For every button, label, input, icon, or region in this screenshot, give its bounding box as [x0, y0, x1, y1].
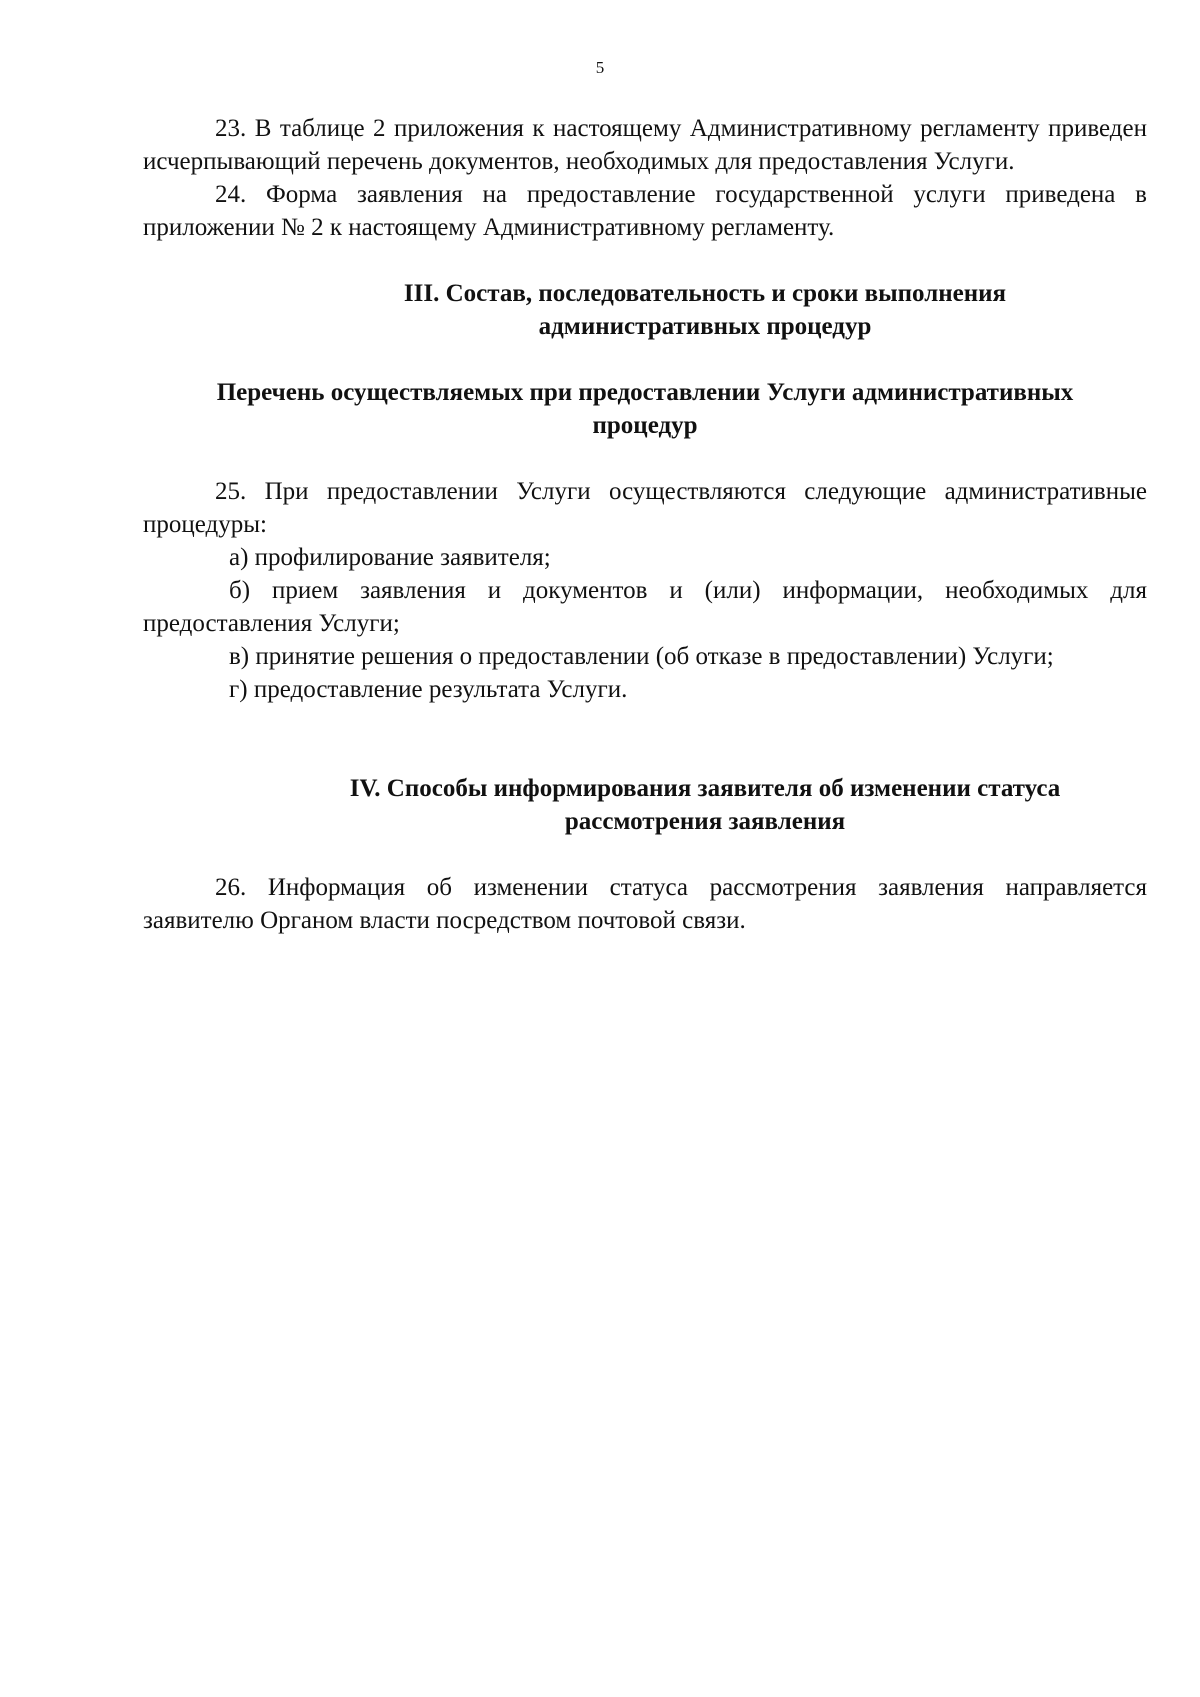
section-3-heading	[143, 277, 1147, 343]
paragraph-23: 23. В таблице 2 приложения к настоящему Административному регламенту приведен исчерпывающий перечень документов, необходимых для предоставления Услуги.	[143, 115, 1147, 175]
section-3-heading-line-1: III. Состав, последовательность и сроки выполнения	[403, 280, 1007, 307]
page-number: 5	[595, 58, 605, 77]
procedure-item-a: а) профилирование заявителя;	[229, 544, 551, 571]
procedure-item-v: в) принятие решения о предоставлении (об отказе в предоставлении) Услуги;	[229, 643, 1054, 670]
procedures-subheading-line-1: Перечень осуществляемых при предоставлении Услуги административных	[216, 379, 1074, 406]
section-4-heading	[143, 772, 1147, 838]
section-3-heading-line-2: административных процедур	[538, 313, 872, 340]
paragraph-24: 24. Форма заявления на предоставление государственной услуги приведена в приложении № 2 к настоящему Административному регламенту.	[143, 181, 1147, 241]
procedures-subheading-line-2: процедур	[592, 412, 698, 439]
section-4-heading-line-2: рассмотрения заявления	[564, 808, 846, 835]
procedures-subheading	[143, 376, 1147, 442]
procedure-item-g: г) предоставление результата Услуги.	[229, 676, 628, 703]
procedure-item-b: б) прием заявления и документов и (или) информации, необходимых для предоставления Услуги;	[143, 577, 1147, 637]
paragraph-26: 26. Информация об изменении статуса рассмотрения заявления направляется заявителю Органом власти посредством почтовой связи.	[143, 874, 1147, 934]
paragraph-25: 25. При предоставлении Услуги осуществляются следующие административные процедуры:	[143, 478, 1147, 538]
section-4-heading-line-1: IV. Способы информирования заявителя об изменении статуса	[349, 775, 1061, 802]
document-body	[143, 112, 1147, 937]
